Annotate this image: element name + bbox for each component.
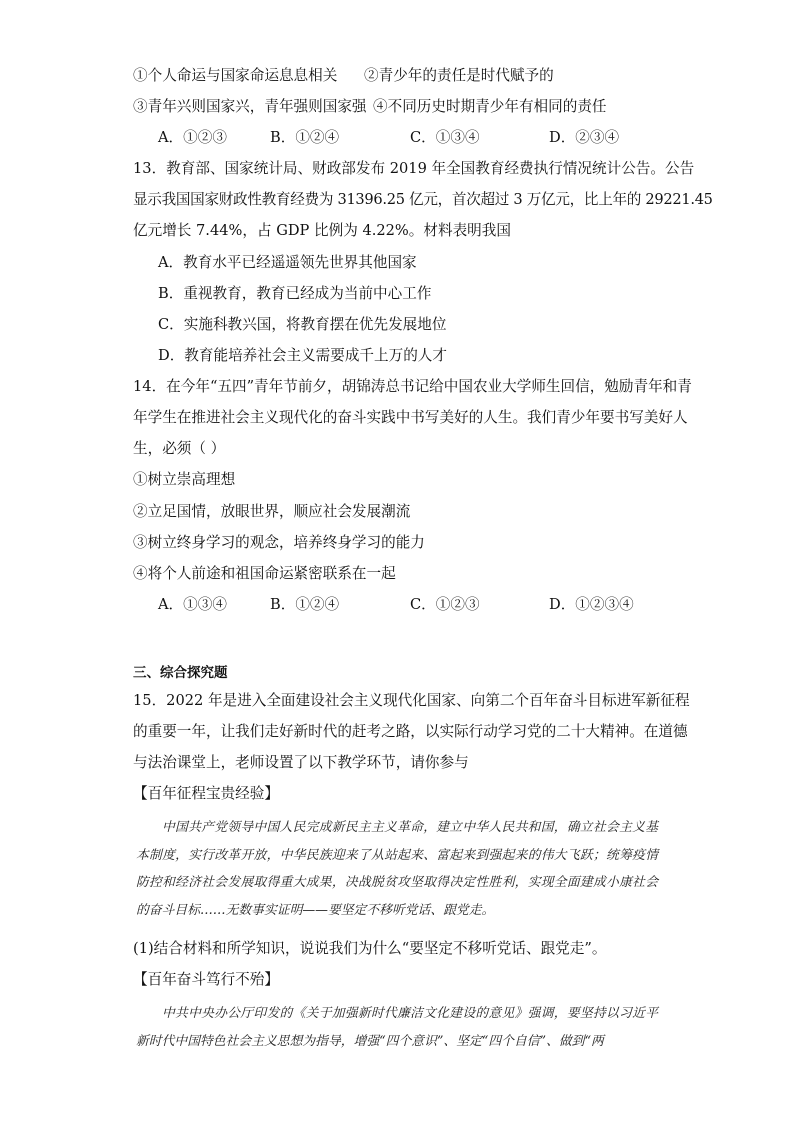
- material-2-text: 中共中央办公厅印发的《关于加强新时代廉洁文化建设的意见》强调，要坚持以习近平新时代中国特色社会主义思想为指导，增强“四个意识”、坚定“四个自信”、做到“两: [136, 1006, 658, 1049]
- material-1-text: 中国共产党领导中国人民完成新民主主义革命，建立中华人民共和国，确立社会主义基本制度，实行改革开放，中华民族迎来了从站起来、富起来到强起来的伟大飞跃；统筹疫情防控和经济社会发展取得重大成果，决战脱贫攻坚取得决定性胜利，实现全面建成小康社会的奋斗目标……无数事实证明——要坚定不移听党话、跟党走。: [136, 820, 658, 918]
- q12-option-d[interactable]: D．②③④: [549, 129, 620, 146]
- q14-statement-4: ④将个人前途和祖国命运紧密联系在一起: [133, 565, 396, 582]
- q13-option-c[interactable]: C．实施科教兴国，将教育摆在优先发展地位: [158, 316, 447, 333]
- q13-stem-line-3: 亿元增长 7.44%，占 GDP 比例为 4.22%。材料表明我国: [133, 222, 511, 239]
- q14-statement-3: ③树立终身学习的观念，培养终身学习的能力: [133, 534, 425, 551]
- q14-stem-line-1: 14．在今年“五四”青年节前夕，胡锦涛总书记给中国农业大学师生回信，勉励青年和青: [133, 378, 692, 395]
- q15-stem-line-2: 的重要一年，让我们走好新时代的赶考之路，以实际行动学习党的二十大精神。在道德: [133, 723, 688, 740]
- q12-option-a[interactable]: A．①②③: [158, 129, 227, 146]
- q12-statement-1: ①个人命运与国家命运息息相关: [133, 67, 338, 84]
- q12-statement-4: ④不同历史时期青少年有相同的责任: [373, 98, 607, 115]
- q12-statement-3: ③青年兴则国家兴，青年强则国家强: [133, 98, 367, 115]
- q14-stem-line-2: 年学生在推进社会主义现代化的奋斗实践中书写美好的人生。我们青少年要书写美好人: [133, 409, 688, 426]
- q12-option-c[interactable]: C．①③④: [410, 129, 480, 146]
- q14-option-b[interactable]: B．①②④: [270, 596, 340, 613]
- q15-stem-line-1: 15．2022 年是进入全面建设社会主义现代化国家、向第二个百年奋斗目标进军新征程: [133, 692, 690, 709]
- q13-stem-line-2: 显示我国国家财政性教育经费为 31396.25 亿元，首次超过 3 万亿元，比上年的 29221.45: [133, 191, 713, 208]
- q14-statement-2: ②立足国情，放眼世界，顺应社会发展潮流: [133, 503, 411, 520]
- q15-box-title-1: 【百年征程宝贵经验】: [133, 785, 279, 802]
- q15-stem-line-3: 与法治课堂上，老师设置了以下教学环节，请你参与: [133, 754, 469, 771]
- q15-material-2: [136, 1000, 658, 1055]
- q14-option-d[interactable]: D．①②③④: [549, 596, 634, 613]
- q13-stem-line-1: 13．教育部、国家统计局、财政部发布 2019 年全国教育经费执行情况统计公告。公告: [133, 160, 695, 177]
- q14-statement-1: ①树立崇高理想: [133, 471, 236, 488]
- q12-statement-2: ②青少年的责任是时代赋予的: [364, 67, 554, 84]
- q13-option-b[interactable]: B．重视教育，教育已经成为当前中心工作: [158, 285, 432, 302]
- q12-statement-row-2: [133, 97, 607, 117]
- q15-box-title-2: 【百年奋斗笃行不殆】: [133, 971, 279, 988]
- q14-option-a[interactable]: A．①③④: [158, 596, 227, 613]
- q14-option-c[interactable]: C．①②③: [410, 596, 480, 613]
- q15-material-1: [136, 814, 658, 924]
- q12-statement-row-1: [133, 66, 554, 86]
- q14-stem-line-3: 生，必须（ ）: [133, 440, 226, 457]
- q15-subquestion-1: (1)结合材料和所学知识，说说我们为什么“要坚定不移听党话、跟党走”。: [133, 940, 607, 957]
- section-heading: 三、综合探究题: [133, 665, 228, 681]
- q13-option-d[interactable]: D．教育能培养社会主义需要成千上万的人才: [158, 347, 447, 364]
- q13-option-a[interactable]: A．教育水平已经遥遥领先世界其他国家: [158, 254, 417, 271]
- q12-option-b[interactable]: B．①②④: [270, 129, 340, 146]
